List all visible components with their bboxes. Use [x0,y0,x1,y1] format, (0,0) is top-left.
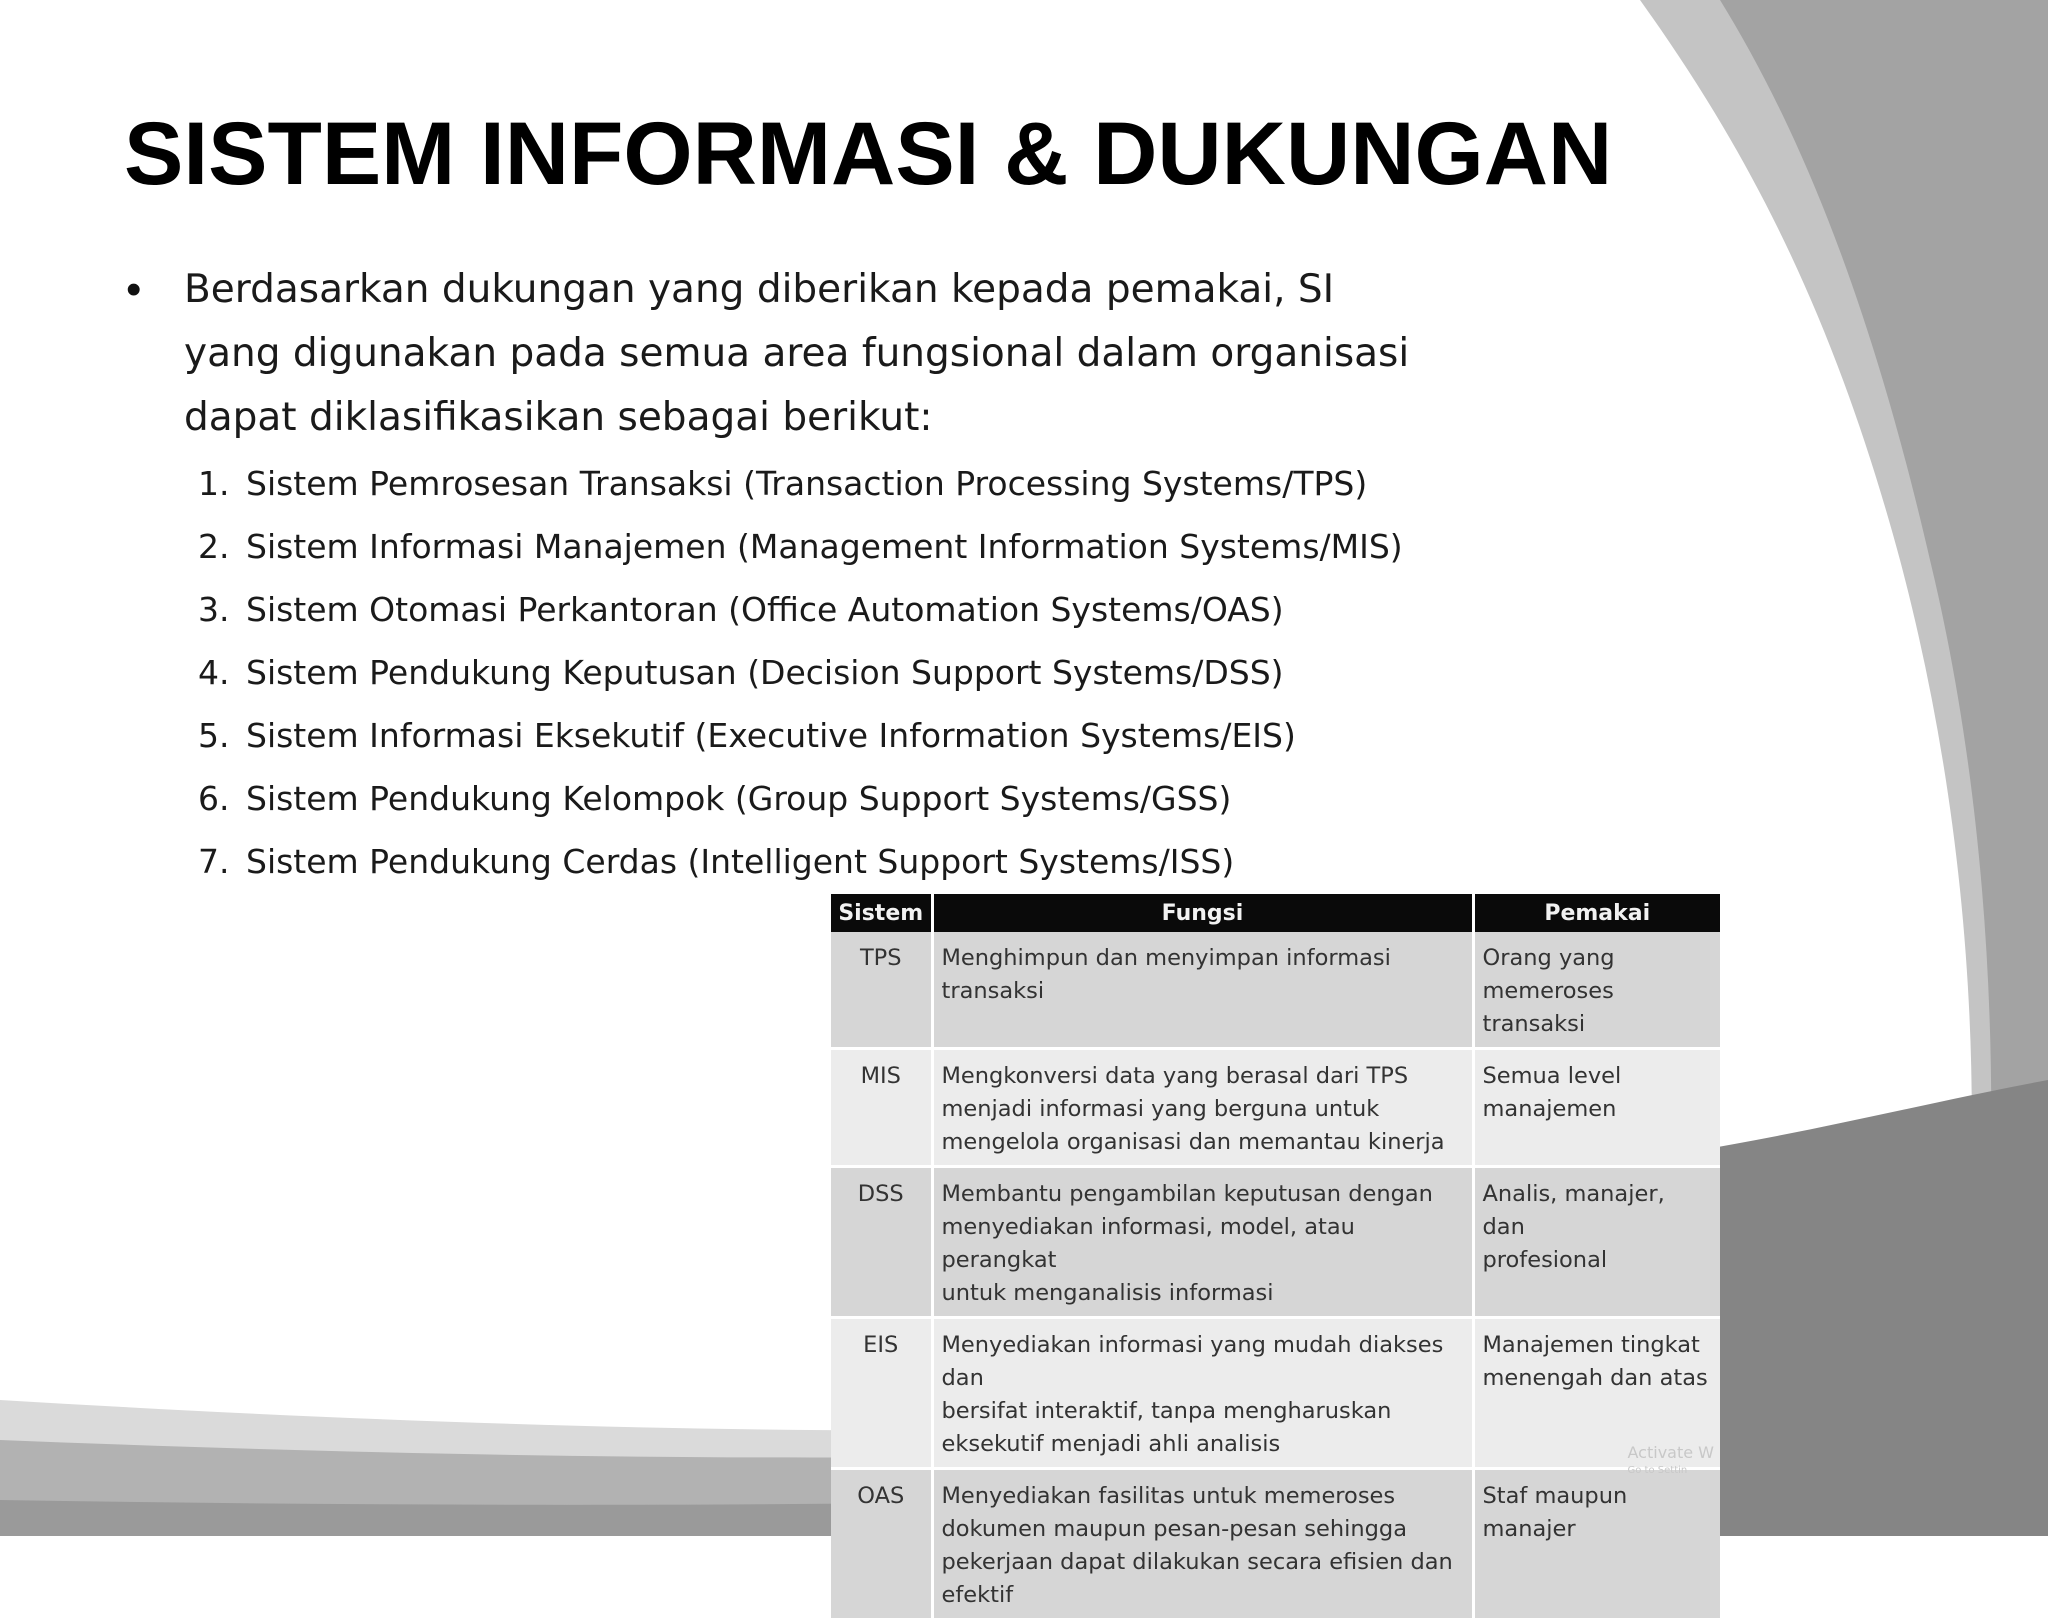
list-item-number: 1. [198,464,230,503]
cell-line: menjadi informasi yang berguna untuk [941,1096,1380,1122]
cell-line: Membantu pengambilan keputusan dengan [941,1181,1433,1207]
cell-fungsi [932,1318,1473,1469]
bullet-marker: • [126,265,142,314]
cell-line: Menghimpun dan menyimpan informasi [941,945,1391,971]
cell-sistem: OAS [831,1469,932,1620]
cell-line: Analis, manajer, dan [1482,1181,1665,1240]
cell-line: untuk menganalisis informasi [941,1280,1274,1306]
cell-line: Staf maupun manajer [1482,1483,1628,1542]
cell-sistem: TPS [831,932,932,1049]
list-item-number: 3. [198,590,230,629]
cell-line: manajemen [1482,1096,1617,1122]
activate-windows-watermark [1628,1444,1714,1480]
cell-line: eksekutif menjadi ahli analisis [941,1431,1281,1457]
cell-line: dokumen maupun pesan-pesan sehingga [941,1516,1407,1542]
cell-sistem: DSS [831,1167,932,1318]
watermark-line: Activate W [1627,1443,1714,1462]
list-item-text: Sistem Informasi Manajemen (Management Information Systems/MIS) [246,527,1403,566]
intro-paragraph [184,258,1424,450]
list-item-text: Sistem Pemrosesan Transaksi (Transaction Processing Systems/TPS) [246,464,1368,503]
header-sistem: Sistem [831,894,932,932]
cell-line: Menyediakan fasilitas untuk memeroses [941,1483,1396,1509]
cell-line: profesional [1482,1247,1608,1273]
watermark-subline: Go to Settin [1627,1465,1688,1476]
intro-line: yang digunakan pada semua area fungsional dalam organisasi [184,331,1410,376]
cell-line: Semua level [1482,1063,1622,1089]
list-item-text: Sistem Pendukung Keputusan (Decision Support Systems/DSS) [246,653,1284,692]
list-item-number: 5. [198,716,230,755]
table-row [831,1167,1720,1318]
table-row [831,932,1720,1049]
cell-line: transaksi [941,978,1045,1004]
cell-fungsi [932,932,1473,1049]
cell-sistem: EIS [831,1318,932,1469]
cell-line: Orang yang [1482,945,1615,971]
list-item-number: 2. [198,527,230,566]
intro-line: dapat diklasifikasikan sebagai berikut: [184,395,933,440]
cell-line: menyediakan informasi, model, atau perangkat [941,1214,1355,1273]
cell-line: mengelola organisasi dan memantau kinerja [941,1129,1445,1155]
header-pemakai: Pemakai [1473,894,1720,932]
systems-table [831,894,1720,1621]
cell-fungsi [932,1049,1473,1167]
intro-line: Berdasarkan dukungan yang diberikan kepada pemakai, SI [184,267,1335,312]
list-item [198,830,1403,893]
cell-line: efektif [941,1582,1014,1608]
cell-fungsi [932,1167,1473,1318]
cell-line: pekerjaan dapat dilakukan secara efisien dan [941,1549,1453,1575]
list-item [198,641,1403,704]
slide-title: SISTEM INFORMASI & DUKUNGAN [124,103,1613,203]
table-row [831,1049,1720,1167]
table-header-row [831,894,1720,932]
cell-pemakai [1473,1049,1720,1167]
cell-sistem: MIS [831,1049,932,1167]
list-item-text: Sistem Informasi Eksekutif (Executive Information Systems/EIS) [246,716,1296,755]
systems-table-image [831,894,1720,1608]
cell-line: Manajemen tingkat [1482,1332,1700,1358]
list-item-text: Sistem Pendukung Kelompok (Group Support Systems/GSS) [246,779,1232,818]
list-item [198,704,1403,767]
cell-line: memeroses transaksi [1482,978,1614,1037]
cell-pemakai [1473,1167,1720,1318]
list-item [198,767,1403,830]
cell-line: Menyediakan informasi yang mudah diakses dan [941,1332,1444,1391]
cell-pemakai [1473,1469,1720,1620]
system-list [198,452,1403,893]
cell-line: bersifat interaktif, tanpa mengharuskan [941,1398,1392,1424]
list-item-text: Sistem Otomasi Perkantoran (Office Automation Systems/OAS) [246,590,1284,629]
list-item [198,452,1403,515]
list-item-number: 4. [198,653,230,692]
bottom-right-shade [1700,1080,2048,1536]
list-item [198,578,1403,641]
cell-line: Mengkonversi data yang berasal dari TPS [941,1063,1409,1089]
cell-fungsi [932,1469,1473,1620]
list-item [198,515,1403,578]
table-row [831,1318,1720,1469]
header-fungsi: Fungsi [932,894,1473,932]
list-item-number: 7. [198,842,230,881]
cell-pemakai [1473,932,1720,1049]
table-row [831,1469,1720,1620]
list-item-number: 6. [198,779,230,818]
cell-line: menengah dan atas [1482,1365,1708,1391]
list-item-text: Sistem Pendukung Cerdas (Intelligent Support Systems/ISS) [246,842,1235,881]
